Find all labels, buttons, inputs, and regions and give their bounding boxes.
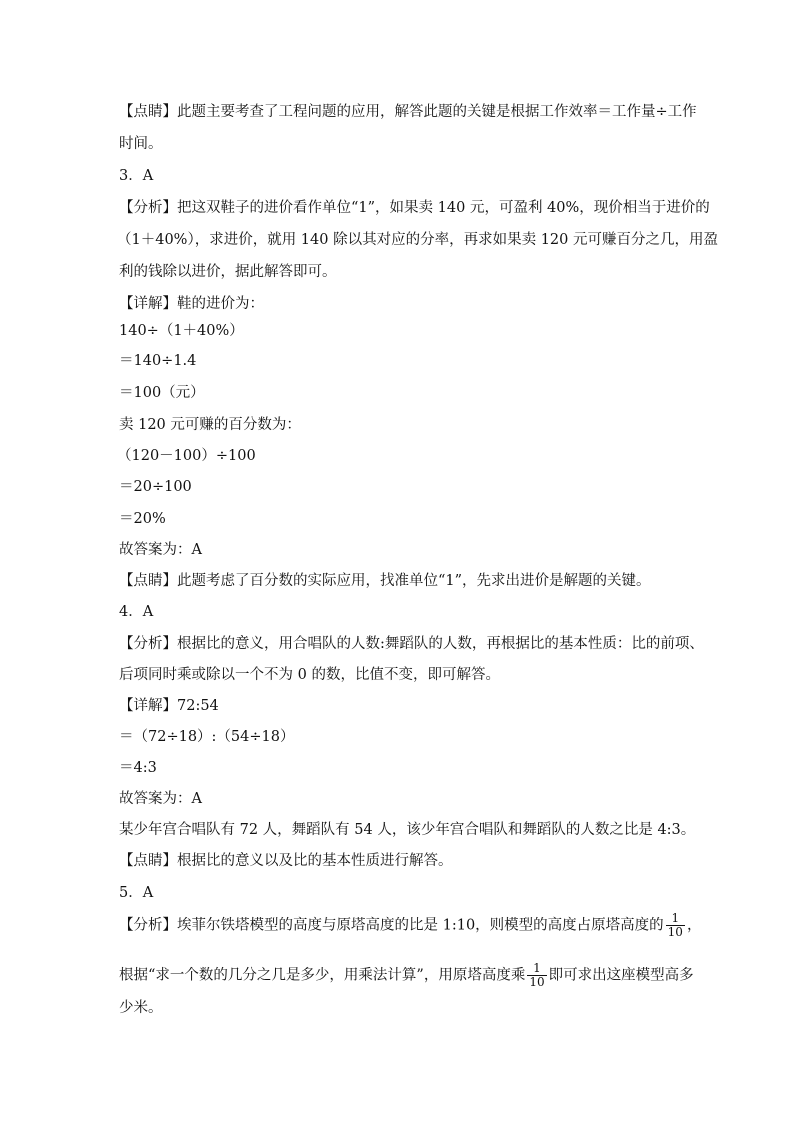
math-line: （120－100）÷100 xyxy=(117,448,256,464)
math-line: ＝140÷1.4 xyxy=(119,353,197,369)
text-line: 后项同时乘或除以一个不为 0 的数，比值不变，即可解答。 xyxy=(119,667,500,683)
text-segment: 即可求出这座模型高多 xyxy=(548,967,694,984)
text-line: 【点睛】此题主要考查了工程问题的应用，解答此题的关键是根据工作效率＝工作量÷工作 xyxy=(119,104,697,120)
fraction-denominator: 10 xyxy=(529,975,545,989)
text-line: 【详解】鞋的进价为： xyxy=(119,296,264,312)
text-line: 【点睛】此题考虑了百分数的实际应用，找准单位“1”，先求出进价是解题的关键。 xyxy=(119,573,651,589)
answer-line: 故答案为：A xyxy=(119,791,202,807)
text-line: （1＋40%），求进价，就用 140 除以其对应的分率，再求如果卖 120 元可赚百分之几，用盈 xyxy=(117,232,718,248)
answer-line: 故答案为：A xyxy=(119,542,202,558)
text-line: 卖 120 元可赚的百分数为： xyxy=(119,417,301,433)
question-number: 4．A xyxy=(119,604,154,620)
fraction xyxy=(527,962,546,989)
fraction-numerator: 1 xyxy=(527,962,546,976)
fraction xyxy=(666,912,685,939)
text-line: 某少年宫合唱队有 72 人，舞蹈队有 54 人，该少年宫合唱队和舞蹈队的人数之比是 4:3。 xyxy=(119,822,696,838)
text-line: 少米。 xyxy=(119,1000,163,1016)
text-line: 利的钱除以进价，据此解答即可。 xyxy=(119,264,337,280)
math-line: 140÷（1＋40%） xyxy=(119,323,244,339)
text-line: 【详解】72:54 xyxy=(119,698,219,714)
question-number: 3．A xyxy=(119,168,154,184)
fraction-denominator: 10 xyxy=(667,925,683,939)
text-line: 【点睛】根据比的意义以及比的基本性质进行解答。 xyxy=(119,853,453,869)
math-line: ＝100（元） xyxy=(119,385,205,401)
text-segment: 根据“求一个数的几分之几是多少，用乘法计算”，用原塔高度乘 xyxy=(119,967,526,984)
text-line-with-fraction xyxy=(119,962,694,989)
question-number: 5．A xyxy=(119,885,154,901)
text-segment: ， xyxy=(686,917,702,934)
math-line: ＝20% xyxy=(119,511,166,527)
text-segment: 【分析】埃菲尔铁塔模型的高度与原塔高度的比是 1:10，则模型的高度占原塔高度的 xyxy=(119,917,664,934)
text-line: 【分析】根据比的意义，用合唱队的人数:舞蹈队的人数，再根据比的基本性质：比的前项、 xyxy=(119,636,704,652)
text-line-with-fraction xyxy=(119,912,701,939)
text-line: 时间。 xyxy=(119,136,163,152)
math-line: ＝20÷100 xyxy=(119,479,192,495)
math-line: ＝4:3 xyxy=(119,760,157,776)
math-line: ＝（72÷18）:（54÷18） xyxy=(119,729,295,745)
text-line: 【分析】把这双鞋子的进价看作单位“1”，如果卖 140 元，可盈利 40%，现价相当于进价的 xyxy=(119,200,710,216)
fraction-numerator: 1 xyxy=(666,912,685,926)
